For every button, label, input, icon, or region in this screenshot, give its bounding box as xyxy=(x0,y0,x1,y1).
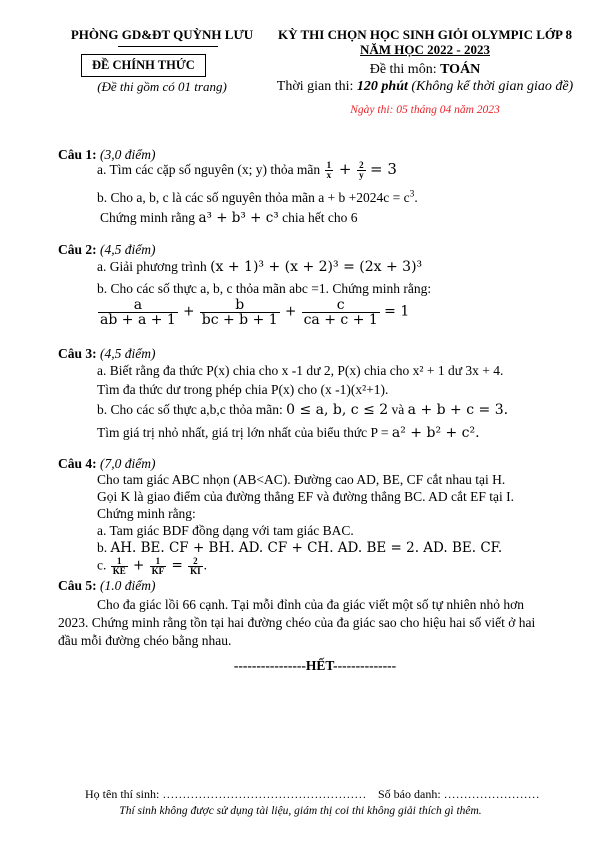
question-3b xyxy=(97,402,508,418)
question-2-heading xyxy=(58,242,156,258)
question-4-line1: Cho tam giác ABC nhọn (AB<AC). Đường cao AD, BE, CF cắt nhau tại H. xyxy=(97,472,506,487)
question-4c: c. $\frac{1}{KE}$ + $\frac{1}{KF}$ = $\frac{2}{KI}$ . xyxy=(97,556,207,576)
question-3-heading xyxy=(58,346,156,362)
question-points: (3,0 điểm) xyxy=(96,147,156,162)
question-text: Chứng minh rằng xyxy=(100,210,199,225)
school-year-wrap xyxy=(265,42,585,58)
question-4b xyxy=(97,540,502,556)
fraction: $\frac{1}{KF}$ xyxy=(151,556,165,576)
time-note: (Không kể thời gian giao đề) xyxy=(407,79,574,94)
question-5-line2: 2023. Chứng minh rằng tồn tại hai đường chéo của đa giác sao cho hiệu hai số viết ở hai xyxy=(58,615,536,630)
candidate-name-field: Họ tên thí sinh: …………………………………………… xyxy=(85,787,367,801)
time-value: 120 phút xyxy=(356,79,408,94)
question-text: b. Cho các số thực a, b, c thỏa mãn abc =1. Chứng minh rằng: xyxy=(97,281,432,296)
subject-prefix: Đề thi môn: xyxy=(369,62,441,77)
fraction: $\frac{a}{ab + a + 1}$ xyxy=(100,297,176,328)
department-name: PHÒNG GD&ĐT QUỲNH LƯU xyxy=(70,27,254,42)
question-label: Câu 1: xyxy=(58,147,97,162)
time-prefix: Thời gian thi: xyxy=(276,79,357,94)
time-line xyxy=(262,79,588,95)
question-2b xyxy=(97,281,431,297)
question-points: (4,5 điểm) xyxy=(96,242,156,257)
question-points: (7,0 điểm) xyxy=(96,456,156,471)
question-4-heading xyxy=(58,456,156,472)
question-5-line3: đầu mỗi đường chéo bằng nhau. xyxy=(58,633,232,648)
candidate-id-field: Số báo danh: …………………… xyxy=(378,787,540,801)
question-label: Câu 4: xyxy=(58,456,97,471)
equation-rest: = 3 xyxy=(370,160,397,178)
question-4a: a. Tam giác BDF đồng dạng với tam giác BAC. xyxy=(97,523,354,538)
math-expression: (x + 1)³ + (x + 2)³ = (2x + 3)³ xyxy=(210,259,423,275)
school-year: NĂM HỌC 2022 - 2023 xyxy=(360,42,490,57)
math-expression: a + b + c = 3. xyxy=(407,402,509,418)
punctuation: . xyxy=(414,190,418,205)
question-4-line2: Gọi K là giao điểm của đường thẳng EF và đường thẳng BC. AD cắt EF tại I. xyxy=(97,489,514,504)
fraction: $\frac{b}{bc + b + 1}$ xyxy=(201,297,278,328)
question-3a-line2: Tìm đa thức dư trong phép chia P(x) cho (x -1)(x²+1). xyxy=(97,382,389,397)
question-1a: a. Tìm các cặp số nguyên (x; y) thỏa mãn $\frac{1}{x}$ + $\frac{2}{y}$ = 3 xyxy=(97,160,397,181)
question-label: Câu 3: xyxy=(58,346,97,361)
official-label: ĐỀ CHÍNH THỨC xyxy=(81,54,206,77)
end-marker: ----------------HẾT-------------- xyxy=(233,658,397,673)
question-points: (4,5 điểm) xyxy=(96,346,156,361)
department-underline xyxy=(118,46,218,47)
question-text: chia hết cho 6 xyxy=(278,210,358,225)
question-label: Câu 5: xyxy=(58,578,97,593)
fraction: $\frac{1}{x}$ xyxy=(326,160,332,181)
question-text: và xyxy=(388,402,408,417)
math-expression: AH. BE. CF + BH. AD. CF + CH. AD. BE = 2. AD. BE. CF. xyxy=(110,540,503,556)
exam-title: KỲ THI CHỌN HỌC SINH GIỎI OLYMPIC LỚP 8 xyxy=(278,27,572,42)
fraction: $\frac{2}{KI}$ xyxy=(190,556,201,576)
question-2b-equation: $\frac{a}{ab + a + 1}$ + $\frac{b}{bc + b + 1}$ + $\frac{c}{ca + c + 1}$ = 1 xyxy=(100,297,410,328)
math-expression: a² + b² + c². xyxy=(391,425,480,441)
math-expression: 0 ≤ a, b, c ≤ 2 xyxy=(286,402,389,418)
fraction: $\frac{1}{KE}$ xyxy=(112,556,126,576)
question-4-line3: Chứng minh rằng: xyxy=(97,506,196,521)
footer-note: Thí sinh không được sử dụng tài liệu, giám thị coi thi không giải thích gì thêm. xyxy=(119,805,482,817)
question-text: b. xyxy=(97,540,111,555)
question-2a xyxy=(97,259,422,275)
question-5-heading xyxy=(58,578,156,594)
question-label: Câu 2: xyxy=(58,242,97,257)
question-1b-line2 xyxy=(100,210,357,226)
question-3a: a. Biết rằng đa thức P(x) chia cho x -1 dư 2, P(x) chia cho x² + 1 dư 3x + 4. xyxy=(97,363,504,378)
math-expression: a³ + b³ + c³ xyxy=(198,210,279,226)
fraction: $\frac{2}{y}$ xyxy=(359,160,364,181)
question-5-line1: Cho đa giác lồi 66 cạnh. Tại mỗi đỉnh của đa giác viết một số tự nhiên nhỏ hơn xyxy=(97,597,524,612)
question-text: b. Cho a, b, c là các số nguyên thỏa mãn a + b +2024c = c xyxy=(97,190,410,205)
page-note: (Đề thi gồm có 01 trang) xyxy=(97,79,227,94)
equation-rest: = 1 xyxy=(384,303,410,320)
question-points: (1.0 điểm) xyxy=(96,578,156,593)
question-3b-line2 xyxy=(97,425,480,441)
question-text: c. xyxy=(97,557,110,573)
subject-name: TOÁN xyxy=(440,62,481,77)
subject-line xyxy=(265,62,585,78)
question-text: b. Cho các số thực a,b,c thỏa mãn: xyxy=(97,402,287,417)
question-text: a. Tìm các cặp số nguyên (x; y) thỏa mãn xyxy=(97,162,324,177)
exam-date: Ngày thi: 05 tháng 04 năm 2023 xyxy=(350,104,500,116)
fraction: $\frac{c}{ca + c + 1}$ xyxy=(303,297,378,328)
superscript: 3 xyxy=(409,189,415,200)
question-1b xyxy=(97,190,418,206)
question-text: a. Giải phương trình xyxy=(97,259,211,274)
question-text: Tìm giá trị nhỏ nhất, giá trị lớn nhất của biểu thức P = xyxy=(97,425,392,440)
